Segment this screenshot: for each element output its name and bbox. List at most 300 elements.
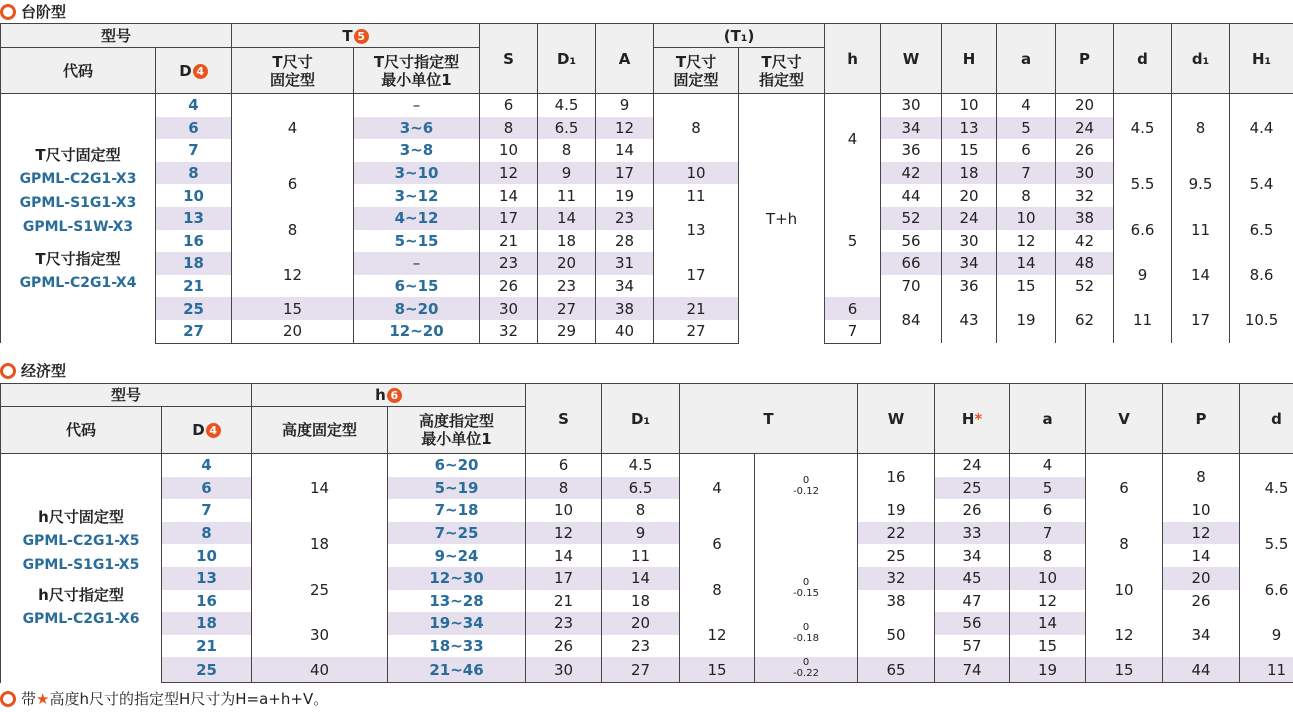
S-value: 30: [526, 657, 602, 683]
d-value: 5.5: [1240, 522, 1293, 567]
D-header: [156, 48, 232, 94]
D1-value: 23: [538, 275, 596, 298]
T-tolerance: [755, 567, 858, 612]
d1-value: 17: [1172, 297, 1230, 343]
T-header: T: [680, 384, 858, 454]
tolerance-lower: -0.15: [793, 588, 819, 600]
D1-value: 9: [602, 522, 680, 545]
D1-header: D₁: [602, 384, 680, 454]
h-spec-value: 7~18: [388, 499, 526, 522]
P-value: 32: [1056, 184, 1114, 207]
T-spec-value: 5~15: [354, 230, 480, 253]
D-header: [162, 407, 252, 454]
H1-value: 8.6: [1230, 252, 1293, 297]
tolerance-lower: -0.18: [793, 633, 819, 645]
T1-fixed-value: 27: [654, 320, 739, 343]
D1-value: 27: [538, 297, 596, 320]
asterisk-mark: *: [974, 409, 983, 428]
D-value: 27: [156, 320, 232, 343]
D-value: 7: [156, 139, 232, 162]
A-value: 19: [596, 184, 654, 207]
S-value: 30: [480, 297, 538, 320]
A-value: 34: [596, 275, 654, 298]
D1-value: 20: [602, 612, 680, 635]
d-header: d: [1240, 384, 1293, 454]
W-value: 65: [858, 657, 935, 683]
H-value: 45: [935, 567, 1010, 590]
h-value: 4: [825, 94, 881, 185]
circle-bullet-icon: [0, 363, 16, 379]
W-header: W: [858, 384, 935, 454]
T-header: [232, 24, 480, 48]
W-value: 16: [858, 454, 935, 500]
S-value: 12: [480, 162, 538, 185]
a-value: 8: [997, 184, 1056, 207]
code-header: 代码: [1, 48, 156, 94]
T-spec-value: 12~20: [354, 320, 480, 343]
H-value: 57: [935, 635, 1010, 658]
product-code: GPML-C2G1-X3: [19, 170, 137, 187]
tolerance-upper: 0: [802, 657, 810, 669]
P-value: 44: [1163, 657, 1240, 683]
T-value: 6: [680, 522, 755, 567]
S-value: 6: [526, 454, 602, 477]
H-value: 43: [942, 297, 997, 343]
T-tolerance: [755, 612, 858, 657]
T1-fixed-value: 10: [654, 162, 739, 185]
h-spec-value: 21~46: [388, 657, 526, 683]
product-code: GPML-S1G1-X5: [22, 557, 140, 574]
section-title-step: [0, 1, 66, 22]
h-fixed-value: 30: [252, 612, 388, 657]
d-value: 11: [1114, 297, 1172, 343]
T-value: 4: [680, 454, 755, 522]
step-type-table: [0, 23, 1293, 344]
W-value: 70: [881, 275, 942, 298]
section-title-economy: [0, 360, 66, 381]
D-value: 16: [162, 590, 252, 613]
W-value: 50: [858, 612, 935, 657]
d1-header: d₁: [1172, 24, 1230, 94]
a-value: 19: [997, 297, 1056, 343]
h-fixed-value: 40: [252, 657, 388, 683]
T1-fixed-value: 11: [654, 184, 739, 207]
D-label: D: [179, 61, 192, 80]
T-value: 15: [680, 657, 755, 683]
d-value: 9: [1240, 612, 1293, 657]
P-value: 26: [1056, 139, 1114, 162]
A-value: 14: [596, 139, 654, 162]
product-code: GPML-C2G1-X4: [19, 274, 137, 291]
H-value: 74: [935, 657, 1010, 683]
D-value: 21: [156, 275, 232, 298]
h-header: [252, 384, 526, 407]
S-value: 14: [526, 544, 602, 567]
h-fixed-value: 18: [252, 522, 388, 567]
P-value: 42: [1056, 230, 1114, 253]
code-group-label: h尺寸指定型: [38, 586, 124, 605]
P-value: 8: [1163, 454, 1240, 500]
D-value: 6: [162, 477, 252, 500]
tolerance-upper: 0: [802, 622, 810, 634]
d1-value: 9.5: [1172, 162, 1230, 207]
V-header: V: [1086, 384, 1163, 454]
h-spec-value: 9~24: [388, 544, 526, 567]
a-header: a: [997, 24, 1056, 94]
H-value: 30: [942, 230, 997, 253]
A-value: 40: [596, 320, 654, 343]
note-badge-icon: 4: [193, 64, 208, 79]
H-label: H: [961, 409, 975, 428]
S-value: 21: [526, 590, 602, 613]
P-value: 14: [1163, 544, 1240, 567]
d-value: 5.5: [1114, 162, 1172, 207]
S-value: 17: [480, 207, 538, 230]
P-value: 34: [1163, 612, 1240, 657]
h-fixed-value: 25: [252, 567, 388, 612]
S-value: 14: [480, 184, 538, 207]
T-value: 12: [680, 612, 755, 657]
P-value: 26: [1163, 590, 1240, 613]
T-spec-value: 8~20: [354, 297, 480, 320]
footnote: [0, 688, 328, 709]
P-value: 52: [1056, 275, 1114, 298]
T-tolerance: [755, 522, 858, 567]
T-label: T: [342, 26, 353, 45]
W-value: 19: [858, 499, 935, 522]
S-value: 8: [480, 117, 538, 140]
h-label: h: [375, 386, 386, 404]
d-value: 4.5: [1114, 94, 1172, 162]
a-value: 4: [997, 94, 1056, 117]
S-value: 8: [526, 477, 602, 500]
footnote-prefix: 带: [21, 690, 37, 708]
T-spec-value: 4~12: [354, 207, 480, 230]
tolerance-upper: 0: [802, 475, 810, 487]
A-value: 38: [596, 297, 654, 320]
W-value: 56: [881, 230, 942, 253]
H1-value: 10.5: [1230, 297, 1293, 343]
a-value: 12: [1010, 590, 1086, 613]
D-value: 13: [162, 567, 252, 590]
S-value: 26: [526, 635, 602, 658]
a-value: 15: [997, 275, 1056, 298]
D1-value: 8: [602, 499, 680, 522]
tolerance-upper: 0: [802, 577, 810, 589]
S-value: 12: [526, 522, 602, 545]
V-value: 10: [1086, 567, 1163, 612]
W-value: 52: [881, 207, 942, 230]
D1-value: 6.5: [538, 117, 596, 140]
star-icon: ★: [36, 689, 50, 708]
D1-value: 27: [602, 657, 680, 683]
h-header: h: [825, 24, 881, 94]
V-value: 12: [1086, 612, 1163, 657]
S-value: 23: [480, 252, 538, 275]
a-value: 14: [1010, 612, 1086, 635]
product-code: GPML-C2G1-X5: [22, 533, 140, 550]
S-value: 23: [526, 612, 602, 635]
A-value: 31: [596, 252, 654, 275]
D1-value: 11: [538, 184, 596, 207]
H-header: H: [942, 24, 997, 94]
S-value: 10: [526, 499, 602, 522]
S-header: S: [480, 24, 538, 94]
H-value: 56: [935, 612, 1010, 635]
product-code: GPML-S1G1-X3: [19, 194, 137, 211]
h-spec-value: 7~25: [388, 522, 526, 545]
H-value: 24: [935, 454, 1010, 477]
H-value: 18: [942, 162, 997, 185]
d1-value: 8: [1172, 94, 1230, 162]
S-value: 32: [480, 320, 538, 343]
T1-fixed-value: 21: [654, 297, 739, 320]
A-value: 12: [596, 117, 654, 140]
a-value: 5: [997, 117, 1056, 140]
D-value: 6: [156, 117, 232, 140]
section-title-text: 经济型: [21, 362, 67, 380]
H-value: 24: [942, 207, 997, 230]
D-value: 4: [156, 94, 232, 117]
d-header: d: [1114, 24, 1172, 94]
code-group-label: T尺寸指定型: [35, 249, 121, 268]
H-value: 36: [942, 275, 997, 298]
h-spec-value: 19~34: [388, 612, 526, 635]
d1-value: 14: [1172, 252, 1230, 297]
a-value: 19: [1010, 657, 1086, 683]
footnote-text: 高度h尺寸的指定型H尺寸为H=a+h+V。: [49, 690, 329, 708]
section-title-text: 台阶型: [21, 3, 67, 21]
H-value: 10: [942, 94, 997, 117]
h-value: 5: [825, 184, 881, 297]
T-spec-header: T尺寸指定型 最小单位1: [354, 48, 480, 94]
a-value: 4: [1010, 454, 1086, 477]
T1-spec-header: T尺寸 指定型: [739, 48, 825, 94]
economy-type-table: [0, 383, 1293, 683]
h-spec-value: 12~30: [388, 567, 526, 590]
P-value: 38: [1056, 207, 1114, 230]
D-value: 13: [156, 207, 232, 230]
W-value: 22: [858, 522, 935, 545]
d-value: 9: [1114, 252, 1172, 297]
A-header: A: [596, 24, 654, 94]
H1-value: 6.5: [1230, 207, 1293, 252]
d-value: 4.5: [1240, 454, 1293, 522]
P-value: 62: [1056, 297, 1114, 343]
D1-value: 18: [538, 230, 596, 253]
H1-value: 4.4: [1230, 94, 1293, 162]
T-value: 8: [680, 567, 755, 612]
D1-value: 4.5: [538, 94, 596, 117]
h-spec-header: 高度指定型 最小单位1: [388, 407, 526, 454]
a-value: 10: [1010, 567, 1086, 590]
H1-value: 5.4: [1230, 162, 1293, 207]
a-value: 7: [1010, 522, 1086, 545]
H-value: 34: [935, 544, 1010, 567]
T1-spec-value: T+h: [739, 94, 825, 344]
W-value: 44: [881, 184, 942, 207]
T-fixed-value: 12: [232, 252, 354, 297]
h-spec-value: 13~28: [388, 590, 526, 613]
W-value: 34: [881, 117, 942, 140]
T1-header: (T₁): [654, 24, 825, 48]
T-spec-value: 3~12: [354, 184, 480, 207]
T-tolerance: [755, 454, 858, 522]
P-value: 20: [1163, 567, 1240, 590]
V-value: 15: [1086, 657, 1163, 683]
H-value: 13: [942, 117, 997, 140]
T-spec-value: –: [354, 94, 480, 117]
note-badge-icon: 5: [354, 29, 369, 44]
S-header: S: [526, 384, 602, 454]
W-value: 38: [858, 590, 935, 613]
product-code: GPML-S1W-X3: [22, 218, 134, 235]
h-fixed-header: 高度固定型: [252, 407, 388, 454]
A-value: 23: [596, 207, 654, 230]
P-header: P: [1163, 384, 1240, 454]
a-value: 10: [997, 207, 1056, 230]
W-value: 36: [881, 139, 942, 162]
a-value: 14: [997, 252, 1056, 275]
V-value: 6: [1086, 454, 1163, 522]
D-value: 25: [162, 657, 252, 683]
code-cell: [1, 94, 156, 344]
D-value: 18: [156, 252, 232, 275]
P-header: P: [1056, 24, 1114, 94]
note-badge-icon: 4: [206, 423, 221, 438]
d-value: 6.6: [1114, 207, 1172, 252]
D-label: D: [192, 421, 205, 439]
T-spec-value: –: [354, 252, 480, 275]
tolerance-lower: -0.22: [793, 668, 819, 680]
P-value: 30: [1056, 162, 1114, 185]
a-value: 5: [1010, 477, 1086, 500]
D-value: 10: [162, 544, 252, 567]
D1-value: 14: [538, 207, 596, 230]
D1-value: 29: [538, 320, 596, 343]
T-spec-value: 3~6: [354, 117, 480, 140]
T-fixed-value: 4: [232, 94, 354, 162]
T-spec-value: 6~15: [354, 275, 480, 298]
a-value: 6: [1010, 499, 1086, 522]
D-value: 25: [156, 297, 232, 320]
D1-value: 14: [602, 567, 680, 590]
D-value: 8: [162, 522, 252, 545]
S-value: 17: [526, 567, 602, 590]
A-value: 28: [596, 230, 654, 253]
code-cell: [1, 454, 162, 683]
circle-bullet-icon: [0, 691, 16, 707]
H-value: 33: [935, 522, 1010, 545]
T-fixed-value: 20: [232, 320, 354, 343]
H-value: 26: [935, 499, 1010, 522]
W-value: 84: [881, 297, 942, 343]
D-value: 4: [162, 454, 252, 477]
T-spec-value: 3~10: [354, 162, 480, 185]
H-header: [935, 384, 1010, 454]
P-value: 10: [1163, 499, 1240, 522]
H1-header: H₁: [1230, 24, 1293, 94]
T-fixed-value: 6: [232, 162, 354, 207]
h-fixed-value: 14: [252, 454, 388, 522]
D1-value: 4.5: [602, 454, 680, 477]
S-value: 26: [480, 275, 538, 298]
T-spec-value: 3~8: [354, 139, 480, 162]
h-value: 6: [825, 297, 881, 320]
D-value: 7: [162, 499, 252, 522]
H-value: 15: [942, 139, 997, 162]
T-fixed-value: 8: [232, 207, 354, 252]
a-value: 15: [1010, 635, 1086, 658]
model-header: 型号: [1, 384, 252, 407]
D-value: 18: [162, 612, 252, 635]
P-value: 48: [1056, 252, 1114, 275]
h-spec-value: 5~19: [388, 477, 526, 500]
a-value: 12: [997, 230, 1056, 253]
code-group-label: h尺寸固定型: [38, 508, 124, 527]
A-value: 17: [596, 162, 654, 185]
H-value: 20: [942, 184, 997, 207]
d-value: 6.6: [1240, 567, 1293, 612]
S-value: 6: [480, 94, 538, 117]
code-group-label: T尺寸固定型: [35, 145, 121, 164]
P-value: 24: [1056, 117, 1114, 140]
T-tolerance: [755, 657, 858, 683]
D1-header: D₁: [538, 24, 596, 94]
S-value: 10: [480, 139, 538, 162]
T1-fixed-value: 8: [654, 94, 739, 162]
code-header: 代码: [1, 407, 162, 454]
W-value: 66: [881, 252, 942, 275]
a-value: 6: [997, 139, 1056, 162]
a-value: 7: [997, 162, 1056, 185]
D1-value: 23: [602, 635, 680, 658]
d-value: 11: [1240, 657, 1293, 683]
W-value: 42: [881, 162, 942, 185]
D-value: 16: [156, 230, 232, 253]
D-value: 21: [162, 635, 252, 658]
W-value: 30: [881, 94, 942, 117]
T1-fixed-header: T尺寸 固定型: [654, 48, 739, 94]
D-value: 8: [156, 162, 232, 185]
D1-value: 8: [538, 139, 596, 162]
D1-value: 6.5: [602, 477, 680, 500]
h-value: 7: [825, 320, 881, 343]
product-code: GPML-C2G1-X6: [22, 611, 140, 628]
T-fixed-value: 15: [232, 297, 354, 320]
A-value: 9: [596, 94, 654, 117]
D1-value: 11: [602, 544, 680, 567]
H-value: 25: [935, 477, 1010, 500]
a-value: 8: [1010, 544, 1086, 567]
a-header: a: [1010, 384, 1086, 454]
H-value: 34: [942, 252, 997, 275]
D1-value: 18: [602, 590, 680, 613]
T1-fixed-value: 17: [654, 252, 739, 297]
D-value: 10: [156, 184, 232, 207]
H-value: 47: [935, 590, 1010, 613]
W-header: W: [881, 24, 942, 94]
P-value: 12: [1163, 522, 1240, 545]
W-value: 25: [858, 544, 935, 567]
P-value: 20: [1056, 94, 1114, 117]
h-spec-value: 6~20: [388, 454, 526, 477]
tolerance-lower: -0.12: [793, 486, 819, 498]
T1-fixed-value: 13: [654, 207, 739, 252]
S-value: 21: [480, 230, 538, 253]
d1-value: 11: [1172, 207, 1230, 252]
W-value: 32: [858, 567, 935, 590]
